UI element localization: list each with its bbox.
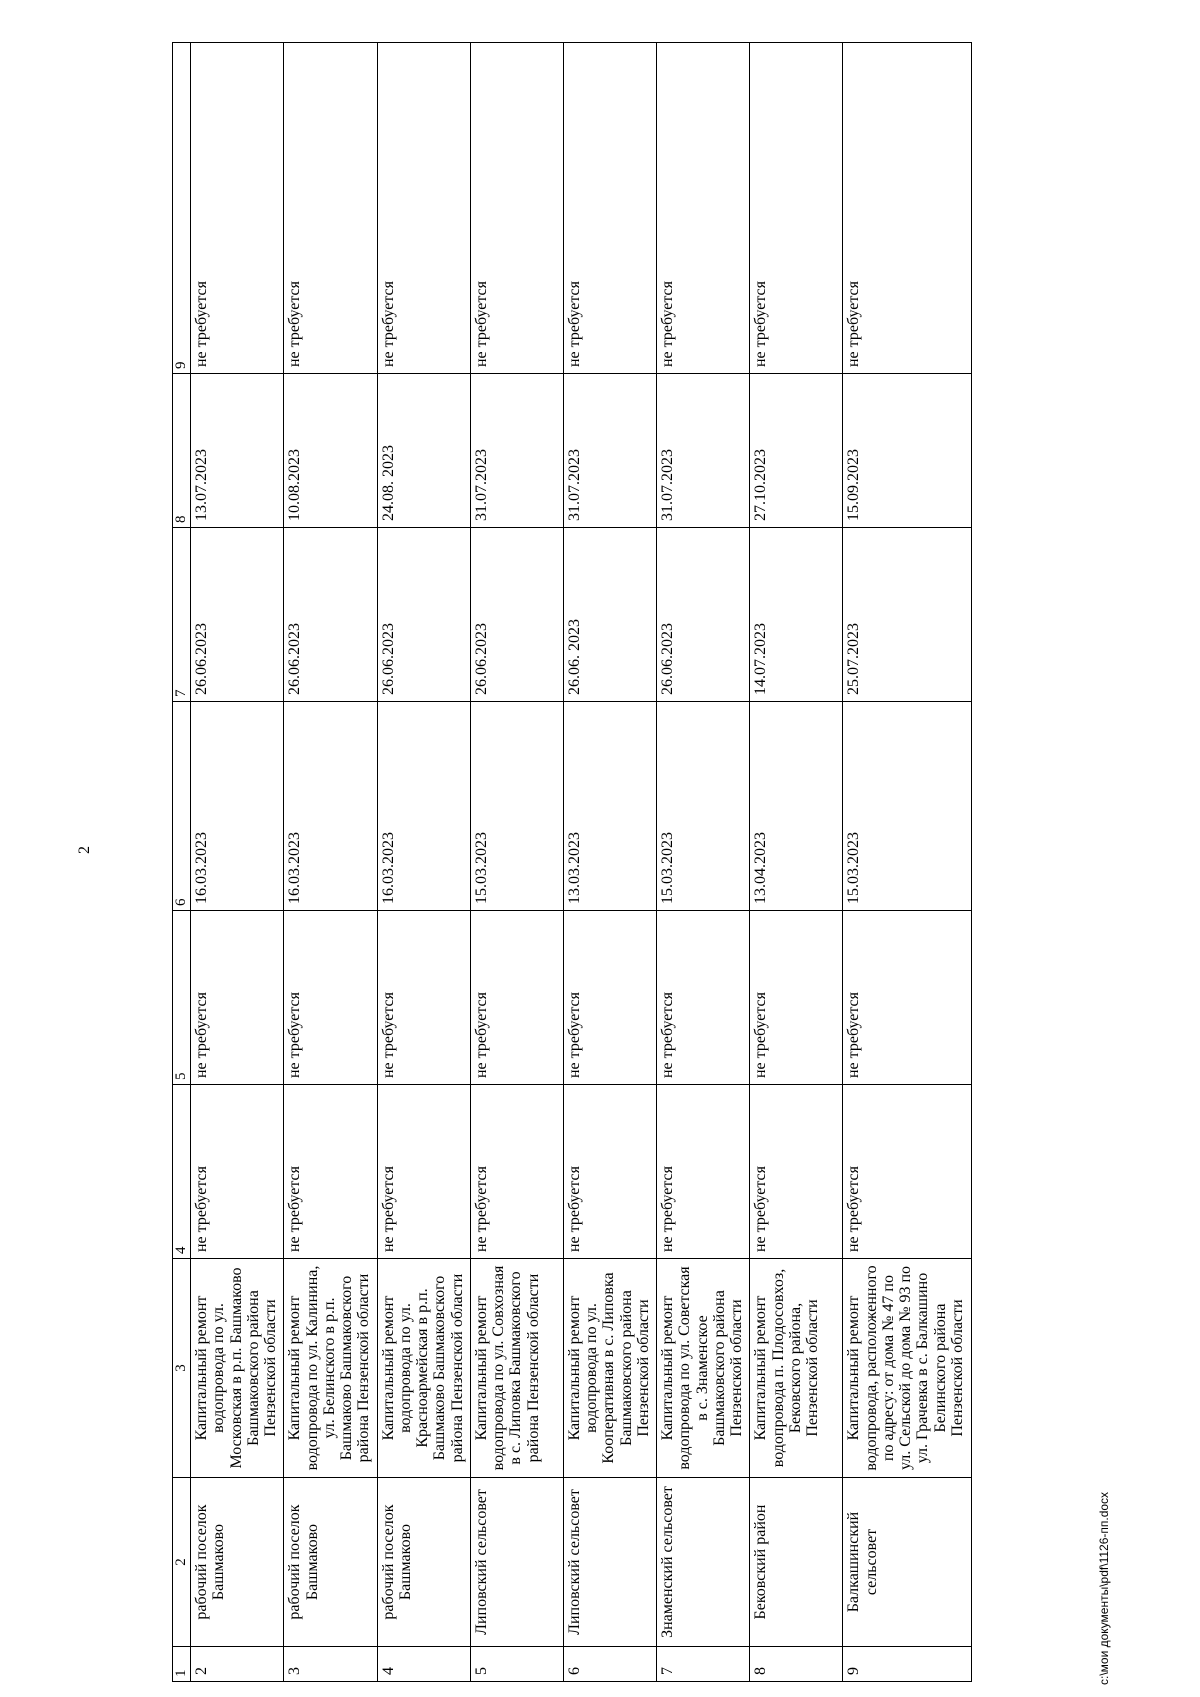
settlement-cell: рабочий поселок Башмаково: [377, 1478, 470, 1647]
expertise-cell: не требуется: [657, 911, 750, 1085]
object-name-cell: Капитальный ремонт водопровода по ул. Московская в р.п. Башмаково Башмаковского района Пензенской области: [191, 1259, 284, 1478]
start-date-cell: 15.03.2023: [843, 702, 972, 911]
permit-cell: не требуется: [284, 1085, 377, 1259]
column-header: 8: [173, 374, 191, 528]
column-header: 2: [173, 1478, 191, 1647]
permit-cell: не требуется: [843, 1085, 972, 1259]
start-date-cell: 16.03.2023: [377, 702, 470, 911]
contract-date-cell: 26.06.2023: [377, 528, 470, 702]
status-cell: не требуется: [657, 43, 750, 374]
row-number-cell: 9: [843, 1647, 972, 1682]
expertise-cell: не требуется: [470, 911, 563, 1085]
status-cell: не требуется: [470, 43, 563, 374]
start-date-cell: 13.04.2023: [750, 702, 843, 911]
contract-date-cell: 25.07.2023: [843, 528, 972, 702]
start-date-cell: 16.03.2023: [191, 702, 284, 911]
start-date-cell: 15.03.2023: [657, 702, 750, 911]
row-number-cell: 7: [657, 1647, 750, 1682]
settlement-cell: Бековский район: [750, 1478, 843, 1647]
settlement-cell: Балкашинский сельсовет: [843, 1478, 972, 1647]
settlement-cell: Липовский сельсовет: [470, 1478, 563, 1647]
column-header: 5: [173, 911, 191, 1085]
column-header: 3: [173, 1259, 191, 1478]
expertise-cell: не требуется: [563, 911, 656, 1085]
expertise-cell: не требуется: [843, 911, 972, 1085]
contract-date-cell: 14.07.2023: [750, 528, 843, 702]
row-number-cell: 2: [191, 1647, 284, 1682]
start-date-cell: 13.03.2023: [563, 702, 656, 911]
object-name-cell: Капитальный ремонт водопровода по ул. Совхозная в с. Липовка Башмаковского района Пензенской области: [470, 1259, 563, 1478]
permit-cell: не требуется: [750, 1085, 843, 1259]
expertise-cell: не требуется: [377, 911, 470, 1085]
object-name-cell: Капитальный ремонт водопровода, расположенного по адресу: от дома № 47 по ул. Сельской до дома № 93 по ул. Грачевка в с. Балкашино Белинского района Пензенской области: [843, 1259, 972, 1478]
status-cell: не требуется: [377, 43, 470, 374]
footer-file-path: c:\мои документы\pdf\1126-пп.docx: [1097, 1491, 1111, 1685]
status-cell: не требуется: [750, 43, 843, 374]
completion-date-cell: 31.07.2023: [470, 374, 563, 528]
table-row: [470, 43, 563, 1682]
table-row: [191, 43, 284, 1682]
contract-date-cell: 26.06.2023: [657, 528, 750, 702]
column-header: 4: [173, 1085, 191, 1259]
expertise-cell: не требуется: [284, 911, 377, 1085]
settlement-cell: рабочий поселок Башмаково: [191, 1478, 284, 1647]
table-row: [563, 43, 656, 1682]
completion-date-cell: 31.07.2023: [657, 374, 750, 528]
permit-cell: не требуется: [470, 1085, 563, 1259]
object-name-cell: Капитальный ремонт водопровода по ул. Кооперативная в с. Липовка Башмаковского района Пензенской области: [563, 1259, 656, 1478]
status-cell: не требуется: [563, 43, 656, 374]
row-number-cell: 3: [284, 1647, 377, 1682]
start-date-cell: 16.03.2023: [284, 702, 377, 911]
permit-cell: не требуется: [657, 1085, 750, 1259]
completion-date-cell: 10.08.2023: [284, 374, 377, 528]
object-name-cell: Капитальный ремонт водопровода по ул. Калинина, ул. Белинского в р.п. Башмаково Башмаковского района Пензенской области: [284, 1259, 377, 1478]
table-row: [750, 43, 843, 1682]
completion-date-cell: 15.09.2023: [843, 374, 972, 528]
status-cell: не требуется: [191, 43, 284, 374]
expertise-cell: не требуется: [191, 911, 284, 1085]
row-number-cell: 5: [470, 1647, 563, 1682]
table-row: [843, 43, 972, 1682]
column-header: 7: [173, 528, 191, 702]
object-name-cell: Капитальный ремонт водопровода по ул. Советская в с. Знаменское Башмаковского района Пензенской области: [657, 1259, 750, 1478]
settlement-cell: Липовский сельсовет: [563, 1478, 656, 1647]
completion-date-cell: 27.10.2023: [750, 374, 843, 528]
status-cell: не требуется: [284, 43, 377, 374]
data-table: [172, 42, 972, 1682]
contract-date-cell: 26.06.2023: [470, 528, 563, 702]
object-name-cell: Капитальный ремонт водопровода п. Плодосовхоз, Бековского района, Пензенской области: [750, 1259, 843, 1478]
object-name-cell: Капитальный ремонт водопровода по ул. Красноармейская в р.п. Башмаково Башмаковского района Пензенской области: [377, 1259, 470, 1478]
column-header: 9: [173, 43, 191, 374]
table-row: [657, 43, 750, 1682]
column-header: 1: [173, 1647, 191, 1682]
row-number-cell: 4: [377, 1647, 470, 1682]
column-header: 6: [173, 702, 191, 911]
settlement-cell: рабочий поселок Башмаково: [284, 1478, 377, 1647]
row-number-cell: 8: [750, 1647, 843, 1682]
table-row: [377, 43, 470, 1682]
settlement-cell: Знаменский сельсовет: [657, 1478, 750, 1647]
header-row: [173, 43, 191, 1682]
contract-date-cell: 26.06.2023: [191, 528, 284, 702]
table-row: [284, 43, 377, 1682]
row-number-cell: 6: [563, 1647, 656, 1682]
start-date-cell: 15.03.2023: [470, 702, 563, 911]
page-number: 2: [76, 846, 93, 854]
completion-date-cell: 13.07.2023: [191, 374, 284, 528]
permit-cell: не требуется: [563, 1085, 656, 1259]
permit-cell: не требуется: [377, 1085, 470, 1259]
contract-date-cell: 26.06.2023: [284, 528, 377, 702]
permit-cell: не требуется: [191, 1085, 284, 1259]
table-container: [172, 42, 972, 1682]
completion-date-cell: 24.08. 2023: [377, 374, 470, 528]
expertise-cell: не требуется: [750, 911, 843, 1085]
contract-date-cell: 26.06. 2023: [563, 528, 656, 702]
completion-date-cell: 31.07.2023: [563, 374, 656, 528]
status-cell: не требуется: [843, 43, 972, 374]
